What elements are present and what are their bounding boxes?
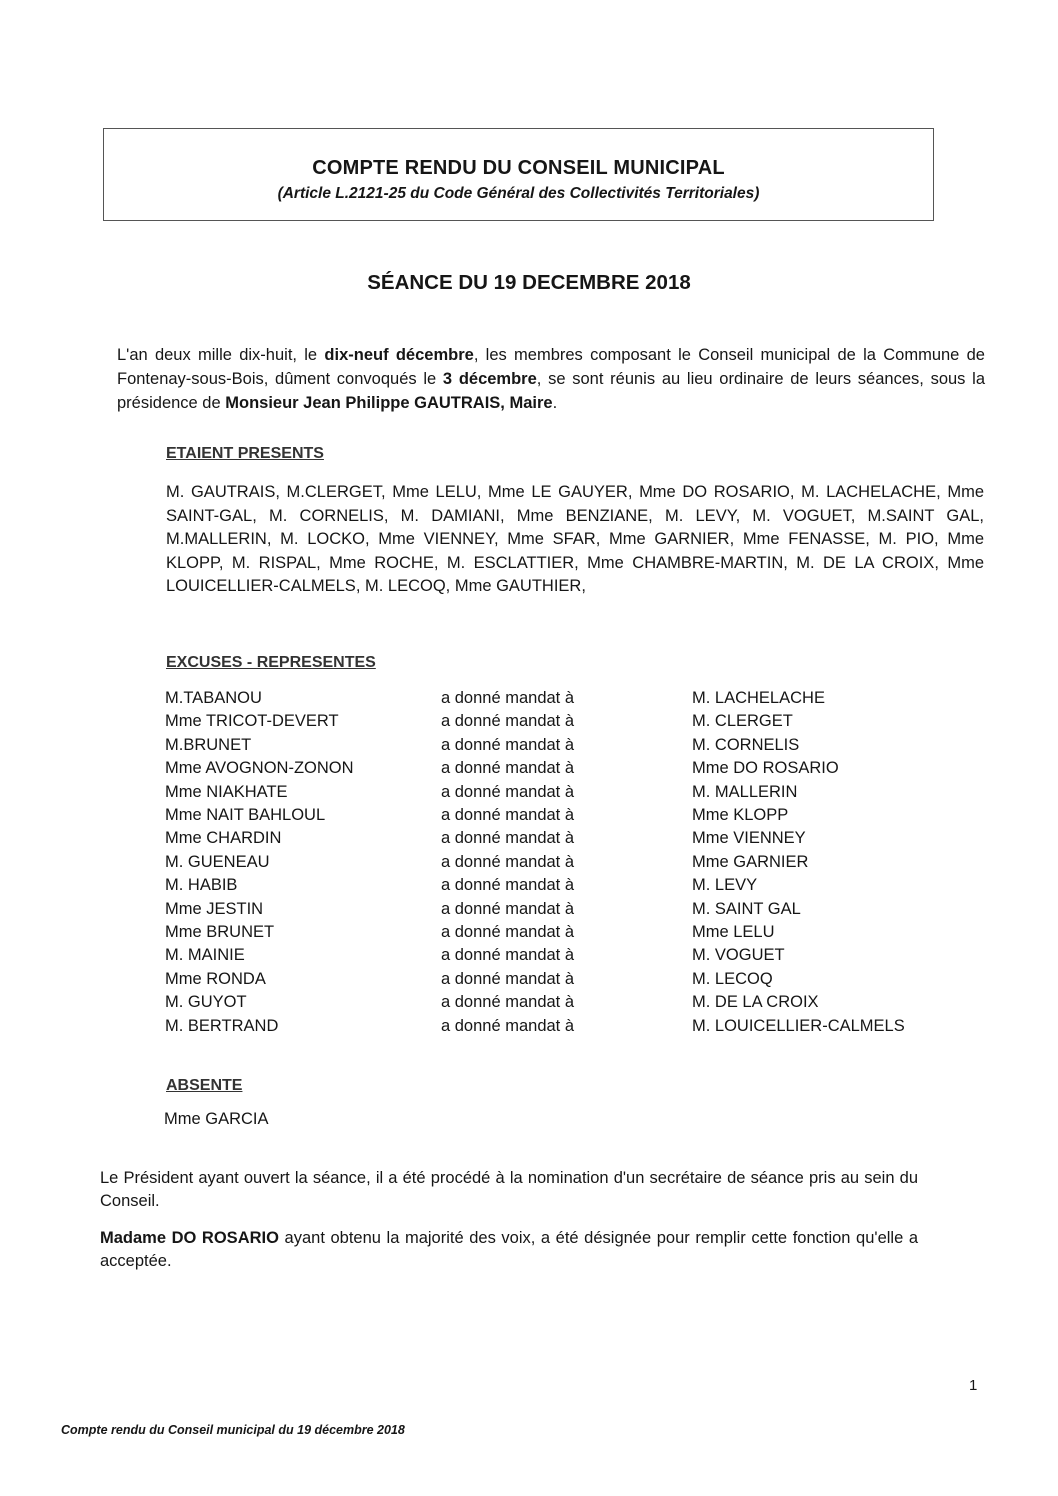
representes-row-to: M. CLERGET (692, 712, 793, 731)
representes-row-mandat: a donné mandat à (441, 923, 575, 941)
intro-text-3: , se sont réunis au lieu ordinaire de leurs séances, sous la présidence de (117, 370, 985, 412)
representes-row-mandat: a donné mandat à (441, 712, 575, 731)
representes-row-mandat: a donné mandat à (441, 806, 575, 824)
representes-row-mandat: a donné mandat à (441, 735, 575, 754)
representes-row-to: Mme VIENNEY (692, 829, 806, 848)
representes-row-mandat: a donné mandat à (441, 946, 575, 965)
representes-row-name: Mme TRICOT-DEVERT (165, 712, 339, 731)
representes-row-mandat: a donné mandat à (441, 969, 575, 988)
representes-row-mandat: a donné mandat à (441, 1016, 575, 1035)
presents-list: M. GAUTRAIS, M.CLERGET, Mme LELU, Mme LE GAUYER, Mme DO ROSARIO, M. LACHELACHE, Mme SAINT-GAL, M. CORNELIS, M. DAMIANI, Mme BENZIANE, M. LEVY, M. VOGUET, M.SAINT GAL, M.MALLERIN, M. LOCKO, Mme VIENNEY, Mme SFAR, Mme GARNIER, Mme FENASSE, M. PIO, Mme KLOPP, M. RISPAL, Mme ROCHE, M. ESCLATTIER, Mme CHAMBRE-MARTIN, M. DE LA CROIX, Mme LOUICELLIER-CALMELS, M. LECOQ, Mme GAUTHIER, (166, 483, 984, 595)
representes-row-mandat: a donné mandat à (441, 782, 575, 801)
representes-heading: EXCUSES - REPRESENTES (166, 654, 376, 671)
representes-row-to: M. MALLERIN (692, 782, 798, 801)
representes-row-to: Mme LELU (692, 923, 775, 941)
representes-row-to: M. SAINT GAL (692, 899, 801, 918)
representes-row-to: Mme GARNIER (692, 852, 809, 871)
absente-name: Mme GARCIA (164, 1110, 269, 1128)
representes-row-mandat: a donné mandat à (441, 829, 575, 848)
secretary-text: ayant obtenu la majorité des voix, a été désignée pour remplir cette fonction qu'elle a acceptée. (100, 1229, 919, 1270)
representes-row-name: M. MAINIE (165, 946, 245, 965)
representes-row-name: M. HABIB (165, 876, 238, 895)
representes-row-to: M. VOGUET (692, 946, 785, 965)
representes-row-name: Mme RONDA (165, 969, 266, 988)
secretary-name: Madame DO ROSARIO (100, 1229, 279, 1247)
representes-row-name: M.TABANOU (165, 689, 262, 707)
representes-row-name: Mme AVOGNON-ZONON (165, 759, 354, 778)
absente-heading: ABSENTE (166, 1077, 243, 1094)
representes-row-mandat: a donné mandat à (441, 852, 575, 871)
representes-row-to: M. DE LA CROIX (692, 993, 819, 1012)
representes-row-to: Mme DO ROSARIO (692, 759, 839, 778)
representes-row-to: M. LECOQ (692, 969, 773, 988)
secretary-paragraph (100, 1227, 918, 1273)
representes-row-to: M. CORNELIS (692, 735, 800, 754)
representes-row-mandat: a donné mandat à (441, 899, 575, 918)
representes-row-name: M. GUYOT (165, 993, 247, 1012)
representes-row-name: M.BRUNET (165, 735, 252, 754)
intro-bold-convocation: 3 décembre (442, 370, 537, 388)
representes-row-name: M. GUENEAU (165, 852, 270, 871)
intro-bold-date: dix-neuf décembre (324, 346, 474, 364)
document-subtitle: (Article L.2121-25 du Code Général des Collectivités Territoriales) (277, 185, 760, 202)
representes-row-mandat: a donné mandat à (441, 876, 575, 895)
document-title: COMPTE RENDU DU CONSEIL MUNICIPAL (312, 157, 725, 179)
intro-text-4: . (552, 394, 558, 412)
intro-bold-president: Monsieur Jean Philippe GAUTRAIS, Maire (225, 394, 553, 412)
representes-row-mandat: a donné mandat à (441, 993, 575, 1012)
header-box (103, 128, 934, 221)
seance-title: SÉANCE DU 19 DECEMBRE 2018 (367, 271, 691, 294)
presents-heading: ETAIENT PRESENTS (166, 445, 324, 462)
representes-row-mandat: a donné mandat à (441, 689, 575, 707)
representes-row-mandat: a donné mandat à (441, 759, 575, 778)
intro-text-2: , les membres composant le Conseil municipal de la Commune de Fontenay-sous-Bois, dûment convoqués le (117, 346, 985, 388)
page-footer: Compte rendu du Conseil municipal du 19 décembre 2018 (61, 1423, 405, 1437)
representes-row-name: Mme NIAKHATE (165, 782, 288, 801)
representes-row-name: Mme BRUNET (165, 923, 275, 941)
representes-row-to: M. LACHELACHE (692, 689, 825, 707)
intro-paragraph (117, 343, 985, 415)
page-number: 1 (969, 1377, 978, 1394)
representes-row-to: M. LOUICELLIER-CALMELS (692, 1016, 905, 1035)
representes-row-to: M. LEVY (692, 876, 758, 895)
representes-row-name: Mme JESTIN (165, 899, 264, 918)
representes-row-name: M. BERTRAND (165, 1016, 279, 1035)
president-paragraph: Le Président ayant ouvert la séance, il a été procédé à la nomination d'un secrétaire de séance pris au sein du Conseil. (100, 1169, 918, 1210)
representes-row-name: Mme NAIT BAHLOUL (165, 806, 326, 824)
representes-row-name: Mme CHARDIN (165, 829, 282, 848)
intro-text-1: L'an deux mille dix-huit, le (117, 346, 325, 364)
representes-row-to: Mme KLOPP (692, 806, 789, 824)
